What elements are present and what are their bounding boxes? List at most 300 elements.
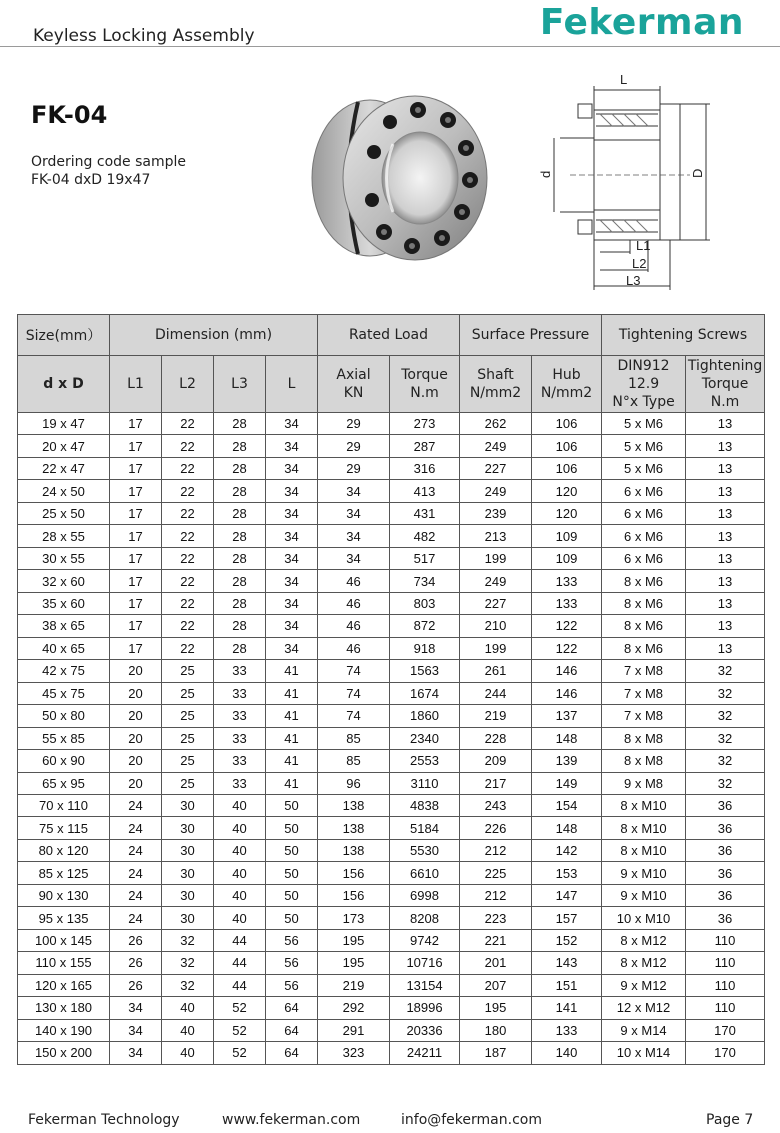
cell-l: 50 (266, 907, 318, 929)
table-row (18, 615, 765, 637)
cell-shaft-pressure: 223 (460, 907, 532, 929)
cell-axial-kn: 29 (318, 435, 390, 457)
cell-hub-pressure: 157 (532, 907, 602, 929)
cell-hub-pressure: 143 (532, 952, 602, 974)
cell-axial-kn: 173 (318, 907, 390, 929)
cell-shaft-pressure: 195 (460, 997, 532, 1019)
cell-torque-nm: 2553 (390, 750, 460, 772)
cell-l: 34 (266, 525, 318, 547)
cell-tightening-torque: 13 (686, 502, 765, 524)
cell-size: 120 x 165 (18, 974, 110, 996)
cell-l: 41 (266, 750, 318, 772)
cell-tightening-torque: 13 (686, 592, 765, 614)
cell-torque-nm: 287 (390, 435, 460, 457)
cell-l: 41 (266, 660, 318, 682)
cell-l3: 28 (214, 547, 266, 569)
table-row (18, 952, 765, 974)
cell-torque-nm: 803 (390, 592, 460, 614)
cell-torque-nm: 24211 (390, 1042, 460, 1064)
cell-screws: 6 x M6 (602, 547, 686, 569)
cell-l3: 28 (214, 413, 266, 435)
cell-axial-kn: 156 (318, 862, 390, 884)
cell-screws: 8 x M8 (602, 727, 686, 749)
cell-tightening-torque: 13 (686, 413, 765, 435)
footer-page-number: Page 7 (706, 1112, 754, 1128)
cell-hub-pressure: 106 (532, 435, 602, 457)
header-size: Size(mm） (18, 315, 110, 356)
cell-hub-pressure: 122 (532, 615, 602, 637)
cell-size: 38 x 65 (18, 615, 110, 637)
cell-torque-nm: 734 (390, 570, 460, 592)
cell-tightening-torque: 110 (686, 952, 765, 974)
cell-screws: 5 x M6 (602, 457, 686, 479)
cell-shaft-pressure: 244 (460, 682, 532, 704)
cell-l: 34 (266, 637, 318, 659)
cell-hub-pressure: 133 (532, 592, 602, 614)
cell-l: 34 (266, 547, 318, 569)
table-row (18, 637, 765, 659)
cell-shaft-pressure: 226 (460, 817, 532, 839)
footer-website[interactable]: www.fekerman.com (222, 1112, 361, 1128)
cell-l2: 25 (162, 682, 214, 704)
header-rated-load: Rated Load (318, 315, 460, 356)
cell-torque-nm: 482 (390, 525, 460, 547)
cell-tightening-torque: 32 (686, 727, 765, 749)
cell-l1: 34 (110, 1042, 162, 1064)
cell-l: 41 (266, 682, 318, 704)
table-row (18, 794, 765, 816)
cell-tightening-torque: 32 (686, 660, 765, 682)
cell-axial-kn: 156 (318, 884, 390, 906)
cell-torque-nm: 517 (390, 547, 460, 569)
cell-size: 40 x 65 (18, 637, 110, 659)
cell-hub-pressure: 152 (532, 929, 602, 951)
cell-l1: 24 (110, 862, 162, 884)
cell-axial-kn: 219 (318, 974, 390, 996)
table-row (18, 750, 765, 772)
table-row (18, 727, 765, 749)
cell-l: 34 (266, 457, 318, 479)
cell-l1: 34 (110, 997, 162, 1019)
cell-shaft-pressure: 209 (460, 750, 532, 772)
cell-l3: 33 (214, 750, 266, 772)
cell-tightening-torque: 110 (686, 997, 765, 1019)
cell-l2: 40 (162, 1019, 214, 1041)
cell-l1: 20 (110, 705, 162, 727)
cell-l1: 26 (110, 929, 162, 951)
cell-l: 34 (266, 413, 318, 435)
cell-l2: 30 (162, 794, 214, 816)
cell-l1: 24 (110, 794, 162, 816)
cell-shaft-pressure: 249 (460, 435, 532, 457)
cell-torque-nm: 4838 (390, 794, 460, 816)
cell-screws: 6 x M6 (602, 480, 686, 502)
cell-l1: 20 (110, 727, 162, 749)
cell-size: 100 x 145 (18, 929, 110, 951)
cell-torque-nm: 1860 (390, 705, 460, 727)
cell-tightening-torque: 36 (686, 907, 765, 929)
cell-l1: 20 (110, 772, 162, 794)
cell-axial-kn: 74 (318, 705, 390, 727)
cell-l2: 22 (162, 435, 214, 457)
cell-axial-kn: 292 (318, 997, 390, 1019)
cell-axial-kn: 46 (318, 592, 390, 614)
cell-tightening-torque: 13 (686, 637, 765, 659)
cell-l3: 44 (214, 929, 266, 951)
cell-l1: 17 (110, 592, 162, 614)
cell-screws: 8 x M6 (602, 570, 686, 592)
cell-size: 95 x 135 (18, 907, 110, 929)
cell-hub-pressure: 109 (532, 525, 602, 547)
cell-l3: 28 (214, 615, 266, 637)
cell-screws: 8 x M10 (602, 794, 686, 816)
cell-l3: 40 (214, 839, 266, 861)
cell-axial-kn: 34 (318, 547, 390, 569)
cell-l3: 28 (214, 637, 266, 659)
cell-axial-kn: 74 (318, 660, 390, 682)
cell-hub-pressure: 148 (532, 727, 602, 749)
cell-l: 56 (266, 952, 318, 974)
cell-l2: 22 (162, 570, 214, 592)
cell-axial-kn: 138 (318, 839, 390, 861)
cell-l: 50 (266, 794, 318, 816)
dim-label-d: d (538, 170, 553, 178)
cell-hub-pressure: 149 (532, 772, 602, 794)
cell-axial-kn: 96 (318, 772, 390, 794)
cell-size: 28 x 55 (18, 525, 110, 547)
cell-hub-pressure: 151 (532, 974, 602, 996)
cell-hub-pressure: 153 (532, 862, 602, 884)
cell-torque-nm: 273 (390, 413, 460, 435)
cell-tightening-torque: 36 (686, 794, 765, 816)
cell-l2: 30 (162, 884, 214, 906)
cell-screws: 5 x M6 (602, 413, 686, 435)
cell-l3: 33 (214, 772, 266, 794)
ordering-example: FK-04 dxD 19x47 (31, 172, 151, 188)
cell-size: 80 x 120 (18, 839, 110, 861)
cell-l1: 20 (110, 750, 162, 772)
cell-tightening-torque: 13 (686, 615, 765, 637)
cell-l: 50 (266, 839, 318, 861)
cell-screws: 8 x M6 (602, 637, 686, 659)
cell-l: 41 (266, 705, 318, 727)
cell-l: 50 (266, 817, 318, 839)
cell-shaft-pressure: 207 (460, 974, 532, 996)
cell-screws: 8 x M6 (602, 615, 686, 637)
cell-size: 50 x 80 (18, 705, 110, 727)
table-row (18, 997, 765, 1019)
table-row (18, 817, 765, 839)
cell-torque-nm: 316 (390, 457, 460, 479)
cell-l1: 17 (110, 480, 162, 502)
cell-size: 20 x 47 (18, 435, 110, 457)
table-row (18, 413, 765, 435)
cell-l1: 17 (110, 435, 162, 457)
cell-l2: 22 (162, 457, 214, 479)
cell-hub-pressure: 139 (532, 750, 602, 772)
cell-l2: 30 (162, 839, 214, 861)
cell-l1: 17 (110, 547, 162, 569)
cell-tightening-torque: 36 (686, 839, 765, 861)
cell-axial-kn: 85 (318, 727, 390, 749)
cell-tightening-torque: 13 (686, 570, 765, 592)
cell-l2: 32 (162, 974, 214, 996)
cell-axial-kn: 195 (318, 929, 390, 951)
cell-shaft-pressure: 212 (460, 884, 532, 906)
cell-screws: 9 x M10 (602, 862, 686, 884)
cell-l3: 28 (214, 502, 266, 524)
cell-l1: 26 (110, 974, 162, 996)
cell-tightening-torque: 170 (686, 1042, 765, 1064)
cell-tightening-torque: 13 (686, 457, 765, 479)
cell-size: 32 x 60 (18, 570, 110, 592)
cell-l2: 25 (162, 660, 214, 682)
header-divider (0, 46, 780, 47)
cell-axial-kn: 34 (318, 480, 390, 502)
cell-shaft-pressure: 212 (460, 839, 532, 861)
cell-hub-pressure: 154 (532, 794, 602, 816)
cell-l2: 25 (162, 705, 214, 727)
cell-torque-nm: 413 (390, 480, 460, 502)
table-row (18, 682, 765, 704)
table-row (18, 660, 765, 682)
cell-hub-pressure: 122 (532, 637, 602, 659)
cell-size: 85 x 125 (18, 862, 110, 884)
cell-shaft-pressure: 249 (460, 570, 532, 592)
cell-shaft-pressure: 228 (460, 727, 532, 749)
cell-l3: 28 (214, 435, 266, 457)
cell-l: 56 (266, 974, 318, 996)
cell-axial-kn: 46 (318, 637, 390, 659)
table-row (18, 525, 765, 547)
cell-torque-nm: 8208 (390, 907, 460, 929)
cell-tightening-torque: 36 (686, 817, 765, 839)
cell-screws: 5 x M6 (602, 435, 686, 457)
cell-l2: 30 (162, 907, 214, 929)
cell-screws: 7 x M8 (602, 682, 686, 704)
table-row (18, 502, 765, 524)
cell-torque-nm: 872 (390, 615, 460, 637)
cell-size: 90 x 130 (18, 884, 110, 906)
footer-email[interactable]: info@fekerman.com (401, 1112, 542, 1128)
cell-axial-kn: 34 (318, 525, 390, 547)
cell-torque-nm: 6610 (390, 862, 460, 884)
cell-l1: 24 (110, 839, 162, 861)
table-row (18, 480, 765, 502)
spec-table (17, 314, 765, 1065)
cell-l3: 28 (214, 480, 266, 502)
cell-l1: 17 (110, 525, 162, 547)
cell-l: 34 (266, 570, 318, 592)
cell-l2: 25 (162, 750, 214, 772)
cell-shaft-pressure: 239 (460, 502, 532, 524)
cell-size: 55 x 85 (18, 727, 110, 749)
cell-hub-pressure: 140 (532, 1042, 602, 1064)
cell-torque-nm: 2340 (390, 727, 460, 749)
table-row (18, 457, 765, 479)
cell-axial-kn: 138 (318, 794, 390, 816)
cell-shaft-pressure: 227 (460, 592, 532, 614)
subheader-axial: Axial KN (318, 356, 390, 413)
cell-l1: 17 (110, 570, 162, 592)
cell-screws: 8 x M10 (602, 839, 686, 861)
cell-hub-pressure: 120 (532, 502, 602, 524)
cell-tightening-torque: 170 (686, 1019, 765, 1041)
cell-l3: 33 (214, 705, 266, 727)
cell-l3: 40 (214, 862, 266, 884)
cell-l1: 24 (110, 907, 162, 929)
cell-l3: 52 (214, 997, 266, 1019)
header-dimension: Dimension (mm) (110, 315, 318, 356)
cell-tightening-torque: 32 (686, 682, 765, 704)
header-surface-pressure: Surface Pressure (460, 315, 602, 356)
cell-l3: 33 (214, 682, 266, 704)
cell-shaft-pressure: 225 (460, 862, 532, 884)
dim-label-L2: L2 (632, 256, 647, 271)
cell-screws: 8 x M10 (602, 817, 686, 839)
table-row (18, 705, 765, 727)
cell-l2: 40 (162, 997, 214, 1019)
cell-tightening-torque: 13 (686, 435, 765, 457)
cell-l3: 40 (214, 907, 266, 929)
cell-l2: 30 (162, 817, 214, 839)
cell-l3: 40 (214, 884, 266, 906)
cell-torque-nm: 5530 (390, 839, 460, 861)
cell-axial-kn: 138 (318, 817, 390, 839)
cell-l2: 22 (162, 615, 214, 637)
cell-l3: 28 (214, 570, 266, 592)
cell-size: 150 x 200 (18, 1042, 110, 1064)
cell-l1: 17 (110, 502, 162, 524)
cell-l2: 32 (162, 952, 214, 974)
table-row (18, 1042, 765, 1064)
cell-shaft-pressure: 261 (460, 660, 532, 682)
cell-screws: 9 x M12 (602, 974, 686, 996)
cell-tightening-torque: 32 (686, 750, 765, 772)
table-row (18, 547, 765, 569)
cell-tightening-torque: 32 (686, 772, 765, 794)
cell-tightening-torque: 36 (686, 862, 765, 884)
table-row (18, 884, 765, 906)
cell-l: 34 (266, 615, 318, 637)
cell-size: 75 x 115 (18, 817, 110, 839)
cell-l: 34 (266, 435, 318, 457)
cell-size: 42 x 75 (18, 660, 110, 682)
brand-logo: Fekerman (539, 2, 744, 43)
cell-torque-nm: 10716 (390, 952, 460, 974)
cell-tightening-torque: 36 (686, 884, 765, 906)
cell-hub-pressure: 133 (532, 1019, 602, 1041)
cell-l1: 17 (110, 413, 162, 435)
cell-hub-pressure: 133 (532, 570, 602, 592)
subheader-l1: L1 (110, 356, 162, 413)
cell-l3: 40 (214, 794, 266, 816)
cell-torque-nm: 918 (390, 637, 460, 659)
table-row (18, 929, 765, 951)
cell-shaft-pressure: 249 (460, 480, 532, 502)
cell-tightening-torque: 110 (686, 929, 765, 951)
cell-l3: 52 (214, 1019, 266, 1041)
cell-size: 35 x 60 (18, 592, 110, 614)
cell-screws: 9 x M14 (602, 1019, 686, 1041)
cell-l: 34 (266, 480, 318, 502)
footer-company: Fekerman Technology (28, 1112, 180, 1128)
cell-l2: 22 (162, 637, 214, 659)
cell-size: 25 x 50 (18, 502, 110, 524)
product-model: FK-04 (31, 101, 108, 129)
cell-shaft-pressure: 262 (460, 413, 532, 435)
dim-label-L1: L1 (636, 238, 651, 253)
cell-l3: 28 (214, 592, 266, 614)
cell-size: 60 x 90 (18, 750, 110, 772)
cell-axial-kn: 34 (318, 502, 390, 524)
cell-shaft-pressure: 217 (460, 772, 532, 794)
cell-l1: 34 (110, 1019, 162, 1041)
subheader-l: L (266, 356, 318, 413)
cell-hub-pressure: 148 (532, 817, 602, 839)
cell-l3: 33 (214, 660, 266, 682)
cell-l: 64 (266, 1042, 318, 1064)
cell-size: 65 x 95 (18, 772, 110, 794)
cell-l: 34 (266, 592, 318, 614)
cell-axial-kn: 85 (318, 750, 390, 772)
cell-shaft-pressure: 213 (460, 525, 532, 547)
subheader-hub: Hub N/mm2 (532, 356, 602, 413)
subheader-torque: Torque N.m (390, 356, 460, 413)
cell-shaft-pressure: 227 (460, 457, 532, 479)
cell-shaft-pressure: 199 (460, 637, 532, 659)
cell-l2: 32 (162, 929, 214, 951)
cell-l: 64 (266, 997, 318, 1019)
cell-l: 56 (266, 929, 318, 951)
cell-hub-pressure: 146 (532, 682, 602, 704)
cell-l2: 25 (162, 772, 214, 794)
table-row (18, 862, 765, 884)
ordering-label: Ordering code sample (31, 154, 186, 170)
subheader-shaft: Shaft N/mm2 (460, 356, 532, 413)
cell-l3: 33 (214, 727, 266, 749)
cell-axial-kn: 29 (318, 413, 390, 435)
cell-l3: 52 (214, 1042, 266, 1064)
cell-l2: 22 (162, 480, 214, 502)
cell-shaft-pressure: 201 (460, 952, 532, 974)
cell-hub-pressure: 120 (532, 480, 602, 502)
subheader-dxd: d x D (18, 356, 110, 413)
cell-size: 24 x 50 (18, 480, 110, 502)
table-row (18, 907, 765, 929)
cell-shaft-pressure: 243 (460, 794, 532, 816)
cell-l1: 20 (110, 682, 162, 704)
table-row (18, 592, 765, 614)
cell-l1: 17 (110, 457, 162, 479)
cell-shaft-pressure: 187 (460, 1042, 532, 1064)
cell-l3: 40 (214, 817, 266, 839)
cell-l2: 25 (162, 727, 214, 749)
cell-axial-kn: 46 (318, 615, 390, 637)
cell-l: 34 (266, 502, 318, 524)
cell-shaft-pressure: 221 (460, 929, 532, 951)
cell-screws: 12 x M12 (602, 997, 686, 1019)
cell-shaft-pressure: 210 (460, 615, 532, 637)
cell-torque-nm: 1563 (390, 660, 460, 682)
cell-screws: 8 x M12 (602, 929, 686, 951)
cell-tightening-torque: 13 (686, 547, 765, 569)
cell-screws: 9 x M8 (602, 772, 686, 794)
cell-screws: 10 x M14 (602, 1042, 686, 1064)
cell-l1: 20 (110, 660, 162, 682)
table-row (18, 772, 765, 794)
cell-hub-pressure: 109 (532, 547, 602, 569)
